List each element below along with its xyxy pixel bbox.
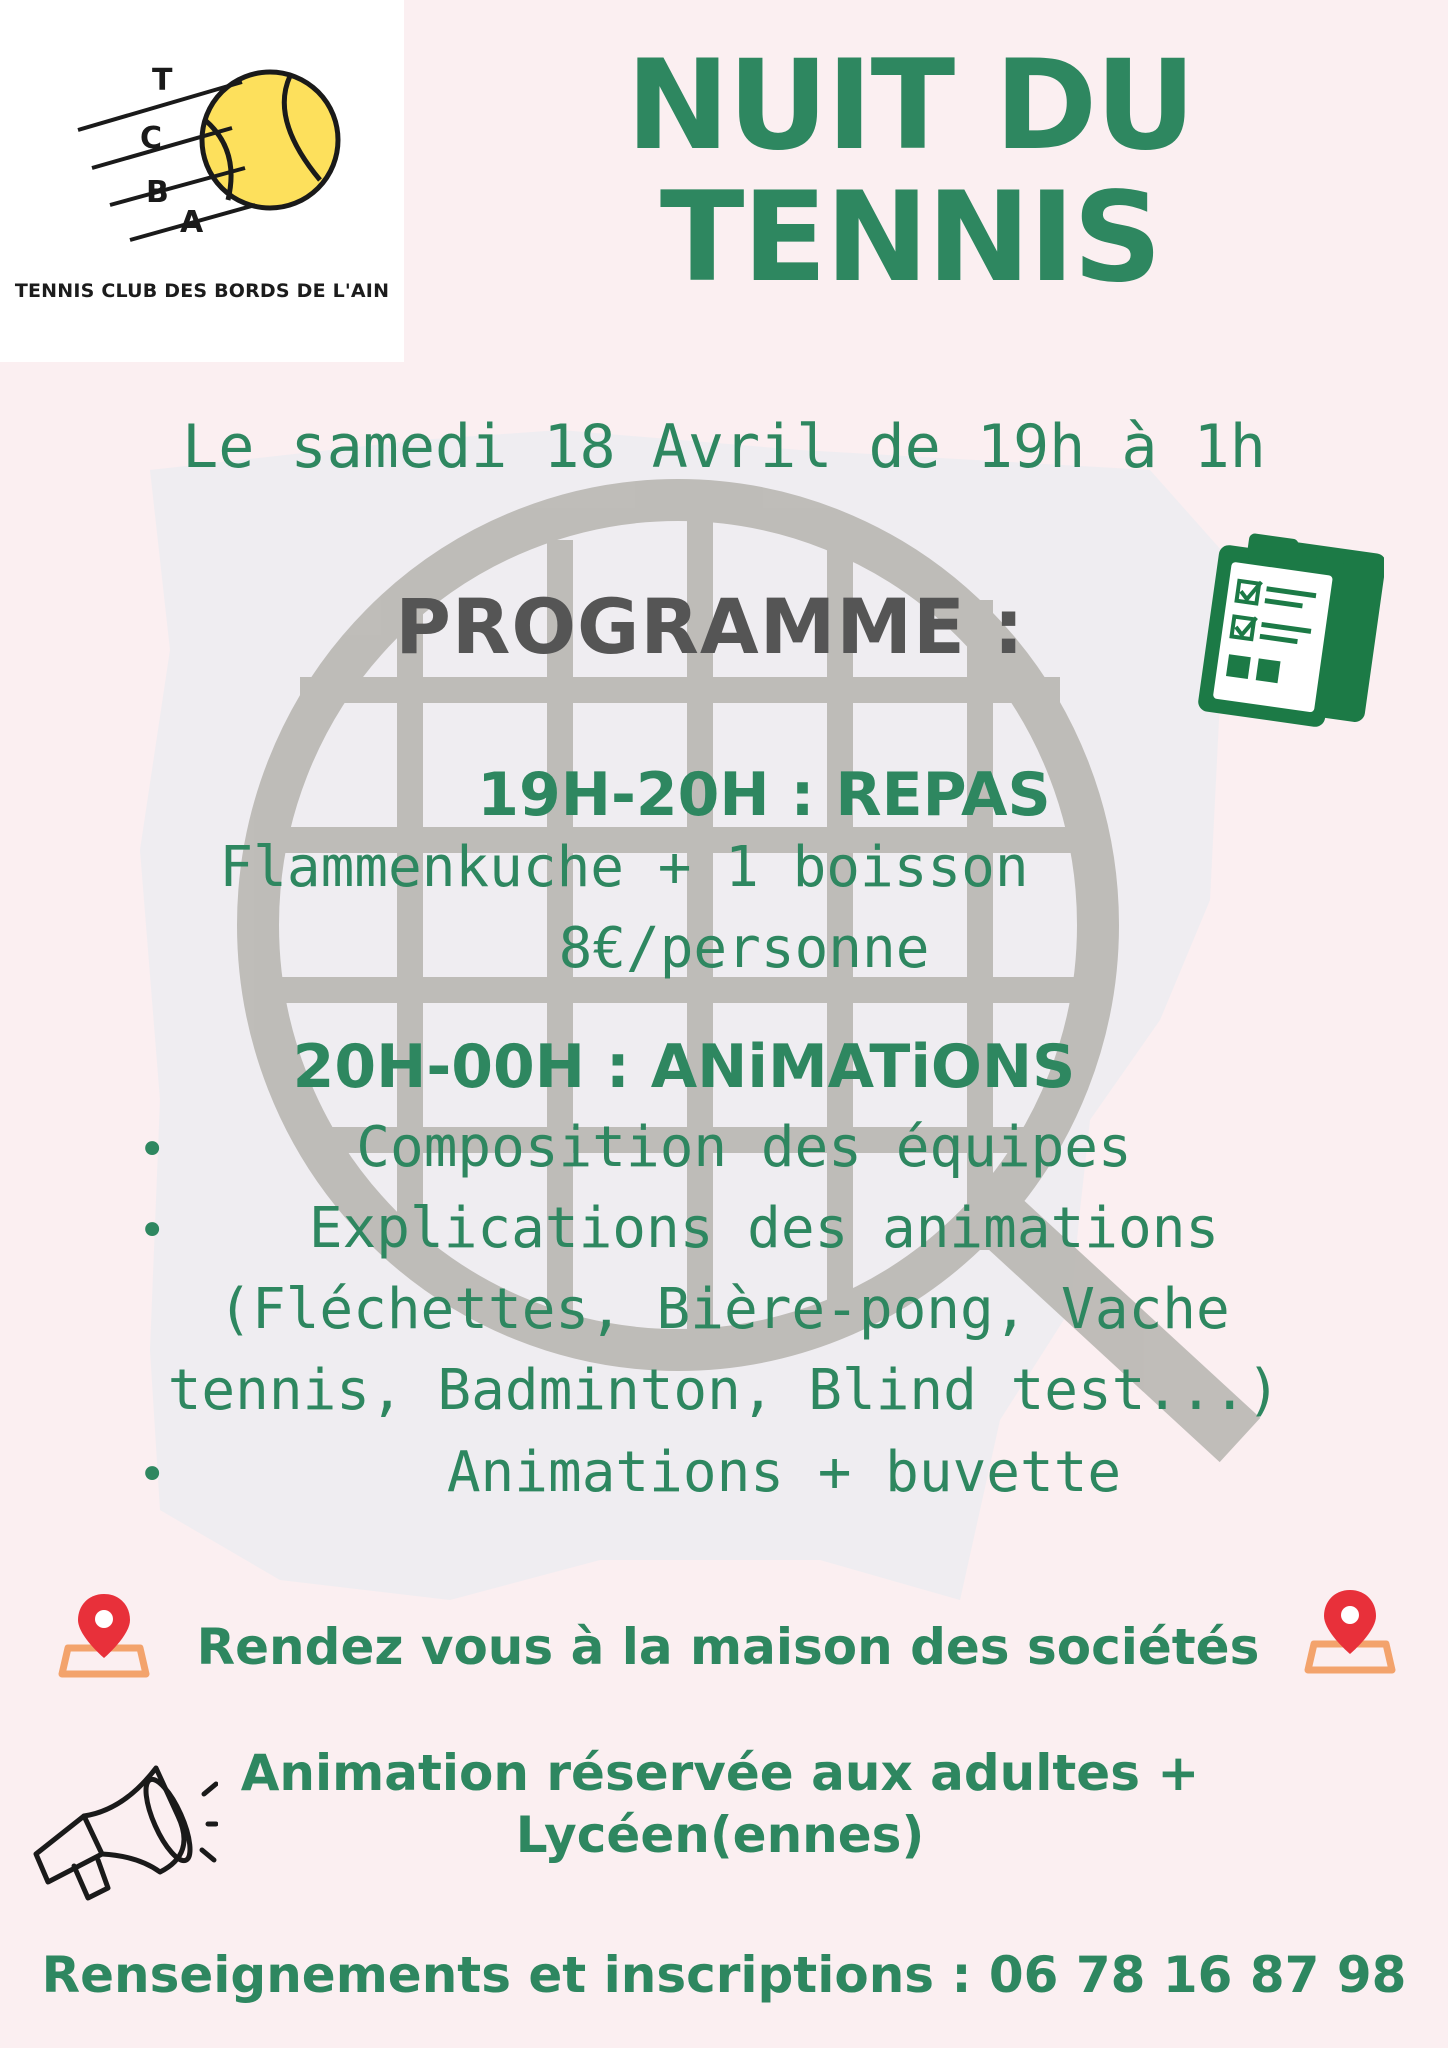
svg-text:C: C [140,121,163,156]
audience-note [200,1742,1240,1866]
map-pin-icon [1304,1584,1396,1676]
contact-info [0,1946,1448,2004]
animations-item-composition: Composition des équipes [356,1115,1132,1180]
bullet: • [138,1122,167,1178]
bullet: • [138,1203,167,1259]
clipboard-checklist-icon [1198,530,1384,730]
animations-item-list: (Fléchettes, Bière-pong, Vache [218,1277,1230,1342]
contact-label: Renseignements et inscriptions : [41,1946,972,2004]
repas-price: 8€/personne [558,916,930,981]
tennis-ball-icon [0,0,404,300]
audience-note-line-1: Animation réservée aux adultes + [240,1744,1200,1802]
title-line-2: TENNIS [659,166,1161,310]
svg-text:T: T [152,63,173,98]
page-title [440,34,1380,310]
club-logo [0,0,404,362]
programme-heading: PROGRAMME : [395,582,1025,671]
animations-item-explications: Explications des animations [308,1196,1220,1261]
animations-item-buvette: Animations + buvette [446,1440,1122,1505]
audience-note-line-2: Lycéen(ennes) [515,1806,925,1864]
title-line-1: NUIT DU [626,34,1194,178]
svg-text:B: B [146,175,169,210]
repas-menu: Flammenkuche + 1 boisson [219,835,1029,900]
map-pin-icon [58,1588,150,1680]
megaphone-icon [28,1758,218,1908]
event-date: Le samedi 18 Avril de 19h à 1h [182,412,1266,482]
repas-heading: 19H-20H : REPAS [477,760,1051,830]
animations-item-list-cont: tennis, Badminton, Blind test...) [167,1358,1281,1423]
contact-phone[interactable]: 06 78 16 87 98 [988,1946,1407,2004]
rendezvous-text: Rendez vous à la maison des sociétés [196,1618,1260,1676]
bullet: • [138,1447,167,1503]
animations-heading: 20H-00H : ANiMATiONS [292,1032,1076,1102]
svg-text:A: A [180,205,204,240]
club-name: TENNIS CLUB DES BORDS DE L'AIN [14,280,390,302]
